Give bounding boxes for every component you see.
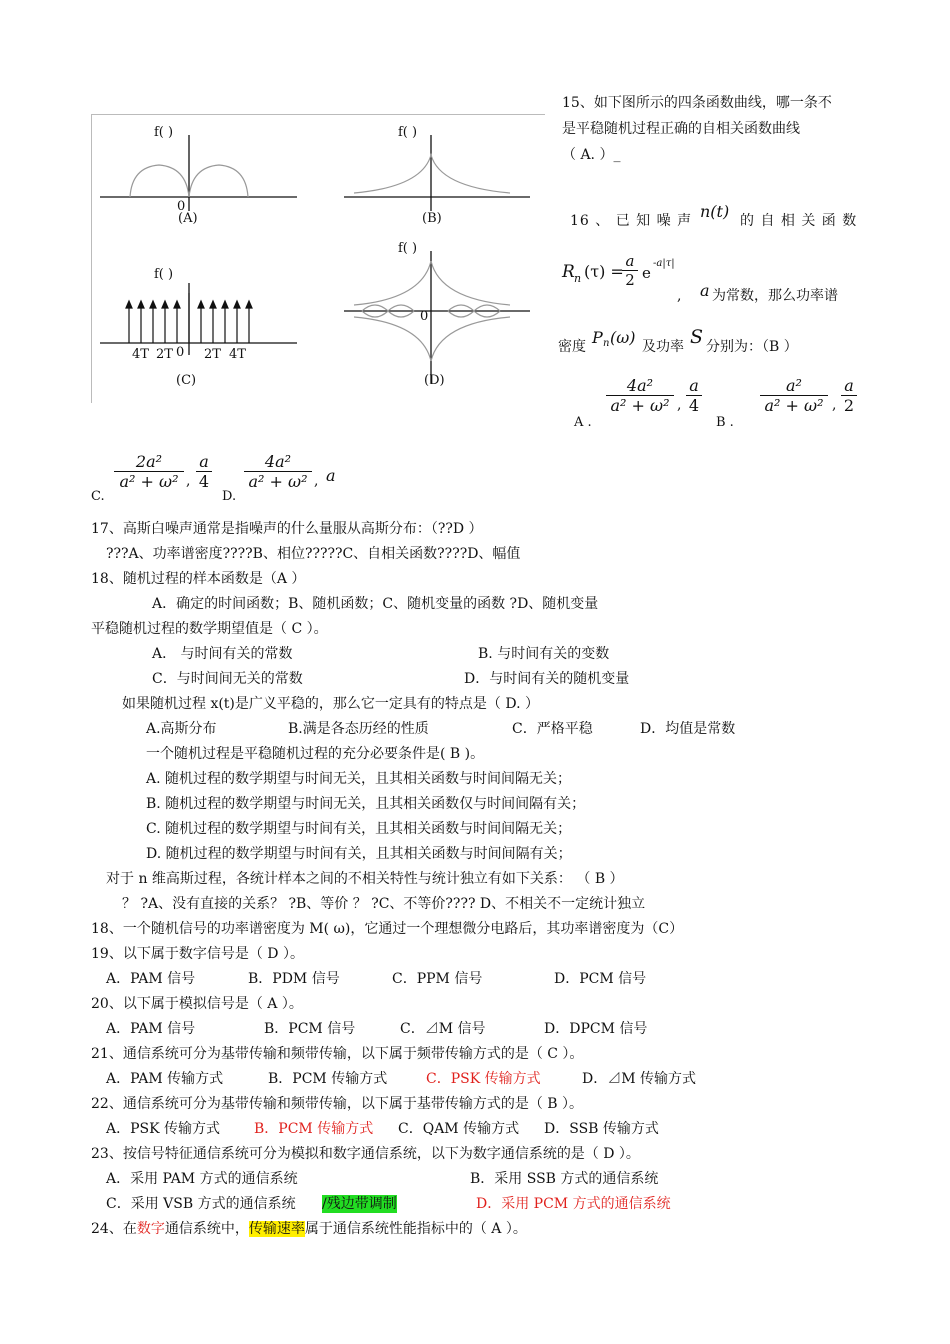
q-wide-option-c: C．严格平稳 <box>512 721 593 737</box>
q16-option-a-den2: 4 <box>688 396 700 415</box>
q23-option-c-note: /残边带调制 <box>322 1196 397 1212</box>
q23-option-a: A．采用 PAM 方式的通信系统 <box>106 1171 298 1187</box>
q-gauss-question: 对于 n 维高斯过程，各统计样本之间的不相关特性与统计独立有如下关系： （ B ） <box>106 871 624 887</box>
panel-a-origin: 0 <box>177 199 186 214</box>
q17-options: ???A、功率谱密度????B、相位?????C、自相关函数????D、幅值 <box>106 546 521 562</box>
q16-option-b-num: a² <box>760 376 828 396</box>
q16-option-c-num2: a <box>196 452 212 472</box>
q16-a-symbol: a <box>700 281 710 300</box>
q-cond-option-c: C. 随机过程的数学期望与时间有关，且其相关函数与时间间隔无关； <box>146 821 572 837</box>
panel-d-curve-lower-right <box>431 317 510 361</box>
q-cond-option-b: B. 随机过程的数学期望与时间无关，且其相关函数仅与时间间隔有关； <box>146 796 586 812</box>
q-wide-option-b: B.满是各态历经的性质 <box>288 721 429 737</box>
q16-fraction-denominator: 2 <box>625 271 635 289</box>
q-cond-question: 一个随机过程是平稳随机过程的充分必要条件是( B )。 <box>146 746 485 762</box>
q24-question <box>91 1220 527 1238</box>
q23-option-b: B．采用 SSB 方式的通信系统 <box>470 1171 659 1187</box>
q24-digital-word: 数字 <box>136 1221 165 1237</box>
panel-c-caption: (C) <box>176 373 197 388</box>
q16-option-b-fraction2 <box>841 376 857 415</box>
q21-option-c: C．PSK 传输方式 <box>426 1071 541 1087</box>
q-mean-option-d: D．与时间有关的随机变量 <box>464 671 630 687</box>
panel-a-ylabel: f( ) <box>154 125 174 140</box>
q16-P-subscript: n <box>603 338 610 349</box>
panel-c-ylabel: f( ) <box>154 267 174 282</box>
q22-option-b: B．PCM 传输方式 <box>254 1121 374 1137</box>
q19-option-a: A．PAM 信号 <box>106 971 196 987</box>
q22-option-a: A．PSK 传输方式 <box>106 1121 221 1137</box>
q16-fraction <box>622 252 638 289</box>
q19-option-b: B．PDM 信号 <box>248 971 340 987</box>
q23-option-c: C．采用 VSB 方式的通信系统 <box>106 1196 296 1212</box>
q16-S-symbol: S <box>690 326 704 348</box>
panel-b-caption: (B) <box>422 211 442 226</box>
q23-question: 23、按信号特征通信系统可分为模拟和数字通信系统，以下为数字通信系统的是（ D ）。 <box>91 1146 640 1162</box>
q-mean-option-b: B. 与时间有关的变数 <box>478 646 610 662</box>
q15-line2: 是平稳随机过程正确的自相关函数曲线 <box>562 121 800 137</box>
q20-question: 20、以下属于模拟信号是（ A ）。 <box>91 996 303 1012</box>
q24-rate-word: 传输速率 <box>248 1221 305 1237</box>
q16-option-c-comma: , <box>186 473 191 489</box>
q16-option-d-tail: a <box>326 466 336 485</box>
q18b-question: 18、一个随机信号的功率谱密度为 M( ω)，它通过一个理想微分电路后，其功率谱密度为（C） <box>91 921 684 937</box>
panel-d-curve-upper-right <box>431 261 510 305</box>
q23-option-d: D．采用 PCM 方式的通信系统 <box>476 1196 671 1212</box>
q15-line1: 15、如下图所示的四条函数曲线，哪一条不 <box>562 95 832 111</box>
panel-a-curve-left <box>130 165 189 197</box>
q21-option-a: A．PAM 传输方式 <box>106 1071 224 1087</box>
q16-power-label: 及功率 <box>642 339 684 355</box>
q16-option-d-num: 4a² <box>244 452 312 472</box>
q-wide-option-d: D．均值是常数 <box>640 721 736 737</box>
q16-option-c-fraction <box>114 452 184 491</box>
q16-post: 的 自 相 关 函 数 <box>740 213 858 229</box>
q16-option-a-fraction2 <box>686 376 702 415</box>
panel-b-curve <box>354 155 510 193</box>
panel-a-caption: (A) <box>178 211 198 226</box>
q24-suffix: 属于通信系统性能指标中的（ A ）。 <box>304 1221 527 1237</box>
q16-comma: , <box>677 288 682 304</box>
q19-question: 19、以下属于数字信号是（ D ）。 <box>91 946 304 962</box>
q22-option-d: D．SSB 传输方式 <box>544 1121 659 1137</box>
q16-option-a-fraction <box>606 376 674 415</box>
q16-option-d-letter: D. <box>222 489 237 504</box>
panel-c-impulses <box>126 293 252 343</box>
panel-d-caption: (D) <box>424 373 445 388</box>
q18-question: 18、随机过程的样本函数是（A ） <box>91 571 306 587</box>
panel-a-curve-right <box>189 165 248 197</box>
autocorrelation-figure <box>91 114 545 403</box>
q16-option-b-comma: , <box>832 397 837 413</box>
q16-result: 分别为：（B ） <box>706 339 798 355</box>
panel-c-tick: 2T <box>204 347 221 362</box>
q15-line3: （ A. ）_ <box>562 147 621 163</box>
q16-option-a-den: a² + ω² <box>610 396 670 415</box>
q16-option-d-fraction <box>244 452 312 491</box>
q-wide-question: 如果随机过程 x(t)是广义平稳的，那么它一定具有的特点是（ D. ） <box>122 696 539 712</box>
q-mean-question: 平稳随机过程的数学期望值是（ C ）。 <box>91 621 328 637</box>
q21-option-d: D．⊿M 传输方式 <box>582 1071 697 1087</box>
q16-option-c-fraction2 <box>196 452 212 491</box>
q-mean-option-a: A． 与时间有关的常数 <box>152 646 293 662</box>
q16-noise-symbol: n(t) <box>700 202 730 221</box>
q19-option-d: D．PCM 信号 <box>554 971 647 987</box>
q16-option-b-fraction <box>760 376 828 415</box>
q20-option-d: D．DPCM 信号 <box>544 1021 648 1037</box>
q24-prefix: 24、在 <box>91 1221 137 1237</box>
q16-option-c-num: 2a² <box>114 452 184 472</box>
q16-density-label: 密度 <box>558 339 586 355</box>
q16-P-argument: (ω) <box>610 328 636 347</box>
q17-question: 17、高斯白噪声通常是指噪声的什么量服从高斯分布：（??D ） <box>91 521 483 537</box>
q16-option-a-num: 4a² <box>606 376 674 396</box>
q16-pre: 16 、 已 知 噪 声 <box>570 213 693 229</box>
q21-question: 21、通信系统可分为基带传输和频带传输，以下属于频带传输方式的是（ C ）。 <box>91 1046 584 1062</box>
panel-c-tick: 4T <box>229 347 246 362</box>
panel-d-curve-upper-left <box>354 261 431 305</box>
panel-c-tick: 2T <box>156 347 173 362</box>
q16-exponential: e <box>642 264 651 282</box>
q16-option-a-num2: a <box>686 376 702 396</box>
panel-b-ylabel: f( ) <box>398 125 418 140</box>
q22-option-c: C．QAM 传输方式 <box>398 1121 520 1137</box>
q21-option-b: B．PCM 传输方式 <box>268 1071 388 1087</box>
q16-fraction-numerator: a <box>622 252 638 271</box>
q16-option-c-letter: C. <box>91 489 105 504</box>
q19-option-c: C．PPM 信号 <box>392 971 483 987</box>
q22-question: 22、通信系统可分为基带传输和频带传输，以下属于基带传输方式的是（ B ）。 <box>91 1096 584 1112</box>
q16-option-c-den2: 4 <box>198 472 210 491</box>
q20-option-c: C．⊿M 信号 <box>400 1021 486 1037</box>
q16-option-d-comma: , <box>314 473 319 489</box>
q20-option-a: A．PAM 信号 <box>106 1021 196 1037</box>
q-mean-option-c: C．与时间间无关的常数 <box>152 671 303 687</box>
q20-option-b: B．PCM 信号 <box>264 1021 356 1037</box>
q16-exponent: -a|τ| <box>653 258 675 269</box>
q16-option-b-den2: 2 <box>843 396 855 415</box>
q16-option-b-num2: a <box>841 376 857 396</box>
q16-option-d-den: a² + ω² <box>248 472 308 491</box>
panel-d-origin: 0 <box>420 309 429 324</box>
q18-options: A．确定的时间函数；B、随机函数；C、随机变量的函数 ?D、随机变量 <box>152 596 599 612</box>
q16-R-symbol: R <box>562 262 575 282</box>
panel-c-origin: 0 <box>176 345 185 360</box>
q16-option-c-den: a² + ω² <box>119 472 179 491</box>
q16-const-text: 为常数，那么功率谱 <box>712 288 838 304</box>
q16-option-a-letter: A . <box>574 415 592 430</box>
q16-P-symbol: P <box>592 328 603 347</box>
q16-option-b-den: a² + ω² <box>764 396 824 415</box>
q24-middle: 通信系统中， <box>164 1221 249 1237</box>
q-wide-option-a: A.高斯分布 <box>146 721 217 737</box>
q16-R-subscript: n <box>574 272 582 285</box>
q-cond-option-a: A. 随机过程的数学期望与时间无关，且其相关函数与时间间隔无关； <box>146 771 572 787</box>
q16-option-a-comma: , <box>677 397 682 413</box>
q16-option-b-letter: B . <box>716 415 734 430</box>
panel-c-tick: 4T <box>132 347 149 362</box>
q16-R-argument: (τ) = <box>584 262 624 281</box>
panel-d-ylabel: f( ) <box>398 241 418 256</box>
q-cond-option-d: D. 随机过程的数学期望与时间有关，且其相关函数与时间间隔有关； <box>146 846 572 862</box>
q-gauss-options: ？ ?A、没有直接的关系？ ?B、等价 ？ ?C、不等价???? D、不相关不一定统计独立 <box>122 896 646 912</box>
